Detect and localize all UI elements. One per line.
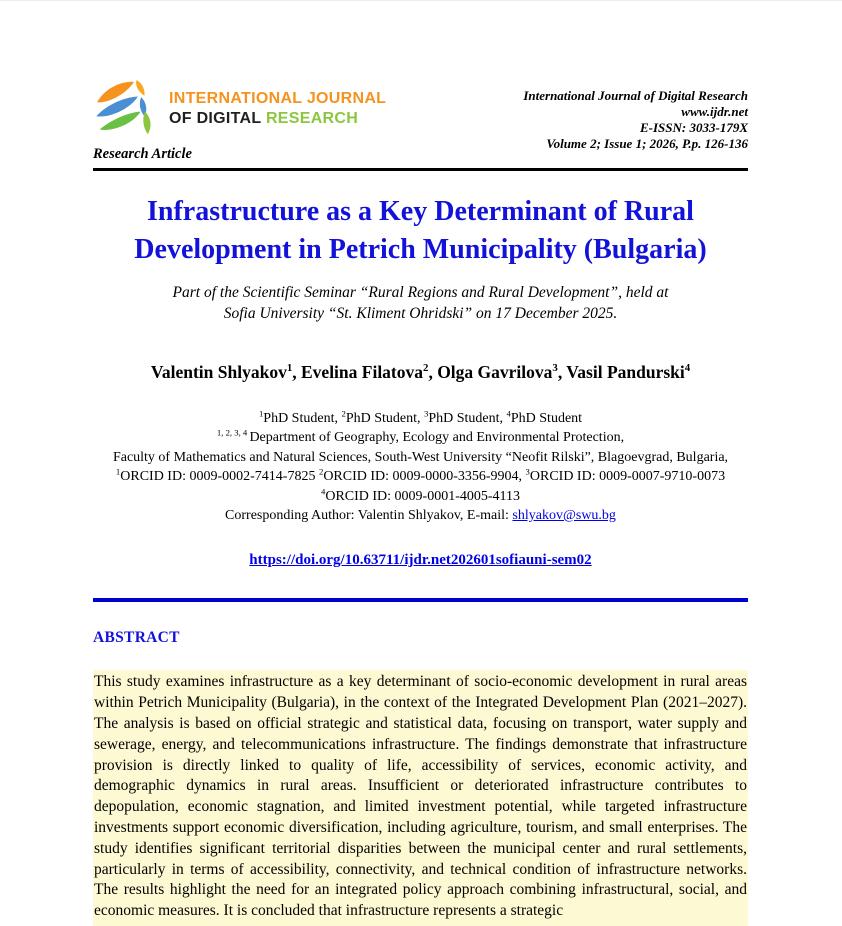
orcid-id: ORCID ID: 0009-0007-9710-0073: [529, 469, 726, 485]
brand-name-of-digital: OF DIGITAL: [169, 110, 266, 127]
journal-brand: [93, 76, 386, 142]
role-text: PhD Student: [510, 411, 583, 426]
orcid-id: ORCID ID: 0009-0002-7414-7825: [120, 469, 319, 485]
journal-brand-text: [169, 76, 386, 129]
seminar-note: [93, 282, 748, 324]
author-separator: ,: [557, 362, 567, 382]
journal-website: www.ijdr.net: [681, 104, 748, 119]
brand-name-line2: [169, 109, 386, 129]
role-marker: 2: [341, 408, 346, 419]
orcid-marker: 1: [115, 466, 121, 477]
orcid-marker: 3: [525, 466, 530, 477]
author-affil-marker: 2: [423, 362, 429, 375]
orcid-marker: 4: [320, 485, 326, 496]
brand-name-research: RESEARCH: [265, 110, 359, 127]
journal-eissn: E-ISSN: 3033-179X: [640, 120, 748, 135]
affiliation-dept-line: [93, 428, 748, 447]
orcid-id: ORCID ID: 0009-0001-4005-4113: [325, 488, 521, 504]
affiliations-block: [93, 409, 748, 525]
role-marker: 3: [424, 408, 429, 419]
journal-volume-issue: Volume 2; Issue 1; 2026, P.p. 126-136: [546, 136, 748, 151]
orcid-line-2: [93, 487, 748, 506]
abstract-divider-rule: [93, 598, 748, 602]
author-name: Valentin Shlyakov: [150, 362, 287, 382]
journal-info-block: [523, 76, 748, 152]
doi-link[interactable]: https://doi.org/10.63711/ijdr.net202601sofiauni-sem02: [249, 552, 592, 569]
brand-name-line1: INTERNATIONAL JOURNAL: [169, 90, 387, 107]
role-text: PhD Student,: [263, 411, 342, 426]
role-text: PhD Student,: [428, 411, 507, 426]
author-affil-marker: 1: [286, 362, 293, 375]
author-affil-marker: 3: [552, 362, 558, 375]
affiliation-roles-line: [93, 409, 748, 428]
orcid-line-1: [93, 467, 748, 486]
dept-text: Department of Geography, Ecology and Environmental Protection,: [249, 430, 625, 446]
author-name: Evelina Filatova: [301, 362, 424, 382]
authors-line: [93, 361, 748, 383]
role-text: PhD Student,: [345, 411, 424, 426]
corresponding-author-label: Corresponding Author: Valentin Shlyakov, E-mail:: [225, 508, 513, 524]
seminar-note-line1: Part of the Scientific Seminar “Rural Regions and Rural Development”, held at: [172, 284, 669, 301]
article-page: [0, 1, 842, 926]
doi-row: [93, 551, 748, 569]
abstract-heading: ABSTRACT: [93, 629, 180, 647]
role-marker: 1: [258, 408, 264, 419]
orcid-id: ORCID ID: 0009-0000-3356-9904,: [323, 469, 526, 485]
author-separator: ,: [428, 362, 438, 382]
author-name: Vasil Pandurski: [566, 362, 685, 382]
article-title: [93, 193, 748, 269]
article-title-line2: Development in Petrich Municipality (Bulgaria): [134, 234, 707, 265]
article-type-label: Research Article: [93, 146, 192, 162]
author-affil-marker: 4: [684, 362, 691, 375]
affiliation-faculty-line: Faculty of Mathematics and Natural Sciences, South-West University “Neofit Rilski”, Blagoevgrad, Bulgaria,: [112, 449, 729, 465]
role-marker: 4: [506, 408, 511, 419]
corresponding-author-line: [93, 506, 748, 525]
author-separator: ,: [292, 362, 301, 382]
header-divider-rule: [93, 168, 748, 171]
journal-name: International Journal of Digital Research: [523, 88, 748, 103]
seminar-note-line2: Sofia University “St. Kliment Ohridski” on 17 December 2025.: [223, 305, 618, 322]
abstract-text: This study examines infrastructure as a key determinant of socio-economic development in rural areas within Petrich Municipality (Bulgaria), in the context of the Integrated Development Plan (2021–2027). The analysis is based on official strategic and statistical data, focusing on transport, water supply and sewerage, energy, and telecommunications infrastructure. The findings demonstrate that infrastructure provision is directly linked to quality of life, accessibility of services, economic activity, and demographic dynamics in rural areas. Insufficient or deteriorated infrastructure contributes to depopulation, economic stagnation, and limited investment potential, while targeted infrastructure investments support economic diversification, including agriculture, tourism, and small enterprises. The study identifies significant territorial disparities between the municipal center and rural settlements, particularly in terms of accessibility, connectivity, and technical condition of infrastructure networks. The results highlight the need for an integrated policy approach combining infrastructural, social, and economic measures. It is concluded that infrastructure represents a strategic: [93, 670, 748, 926]
corresponding-email-link[interactable]: shlyakov@swu.bg: [512, 508, 616, 524]
journal-logo-icon: [93, 76, 159, 142]
article-title-line1: Infrastructure as a Key Determinant of Rural: [147, 196, 694, 227]
page-header: [93, 76, 748, 152]
author-name: Olga Gavrilova: [437, 362, 553, 382]
dept-markers: 1, 2, 3, 4: [216, 427, 250, 438]
orcid-marker: 2: [318, 466, 324, 477]
